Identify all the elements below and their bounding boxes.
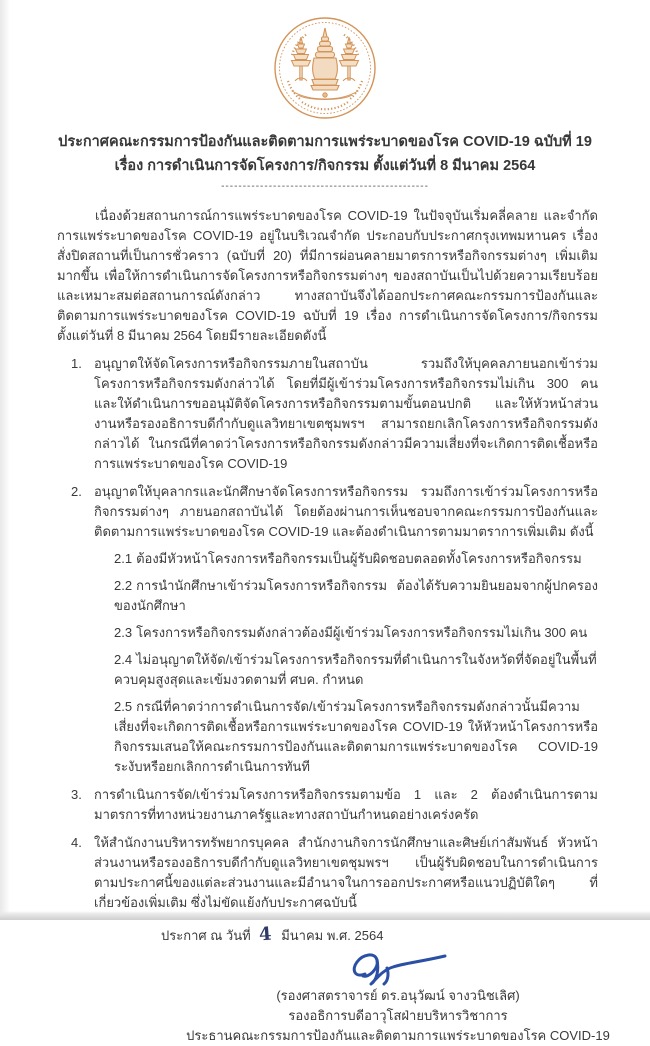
subitem-text: ไม่อนุญาตให้จัด/เข้าร่วมโครงการหรือกิจกรรมที่ดำเนินการในจังหวัดที่จัดอยู่ในพื้นที่ควบคุมสูงสุดและเข้มงวดตามที่ ศบค. กำหนด xyxy=(114,652,597,687)
announcement-title-line1: ประกาศคณะกรรมการป้องกันและติดตามการแพร่ระบาดของโรค COVID-19 ฉบับที่ 19 xyxy=(58,134,592,150)
subitem-number: 2.4 xyxy=(114,652,133,667)
subitem-2-5 xyxy=(114,697,598,777)
subitem-number: 2.3 xyxy=(114,625,133,640)
document-body xyxy=(0,206,650,946)
subitem-number: 2.5 xyxy=(114,699,133,714)
item-number: 1. xyxy=(71,356,82,371)
date-suffix: มีนาคม พ.ศ. 2564 xyxy=(281,928,384,943)
numbered-item-4 xyxy=(57,833,598,913)
institute-seal-icon xyxy=(272,15,378,121)
handwritten-signature-icon xyxy=(343,948,453,988)
intro-paragraph: เนื่องด้วยสถานการณ์การแพร่ระบาดของโรค COVID-19 ในปัจจุบันเริ่มคลี่คลาย และจำกัดการแพร่ระบาดของโรค COVID-19 อยู่ในบริเวณจำกัด ประกอบกับประกาศกรุงเทพมหานคร เรื่อง สั่งปิดสถานที่เป็นการชั่วคราว (ฉบับที่ 20) ที่มีการผ่อนคลายมาตรการหรือกิจกรรมต่างๆ เพิ่มเติมมากขึ้น เพื่อให้การดำเนินการจัดโครงการหรือกิจกรรมต่างๆ ของสถาบันเป็นไปด้วยความเรียบร้อยและเหมาะสมต่อสถานการณ์ดังกล่าว ทางสถาบันจึงได้ออกประกาศคณะกรรมการป้องกันและติดตามการแพร่ระบาดของโรค COVID-19 ฉบับที่ 19 เรื่อง การดำเนินการจัดโครงการ/กิจกรรม ตั้งแต่วันที่ 8 มีนาคม 2564 โดยมีรายละเอียดดังนี้ xyxy=(57,208,598,343)
subitem-2-4 xyxy=(114,650,598,690)
item-number: 4. xyxy=(71,835,82,850)
subitem-2-1 xyxy=(114,549,598,569)
item-text: อนุญาตให้บุคลากรและนักศึกษาจัดโครงการหรือกิจกรรม รวมถึงการเข้าร่วมโครงการหรือกิจกรรมต่างๆ ภายนอกสถาบันได้ โดยต้องผ่านการเห็นชอบจากคณะกรรมการป้องกันและติดตามการแพร่ระบาดของโรค COVID-19 และต้องดำเนินการตามมาตราการเพิ่มเติม ดังนี้ xyxy=(94,484,598,539)
subitem-2-2 xyxy=(114,576,598,616)
title-separator-dashes: ------------------------------------------------ xyxy=(221,181,429,192)
item-text: อนุญาตให้จัดโครงการหรือกิจกรรมภายในสถาบัน รวมถึงให้บุคคลภายนอกเข้าร่วมโครงการหรือกิจกรรมดังกล่าวได้ โดยที่มีผู้เข้าร่วมโครงการหรือกิจกรรมไม่เกิน 300 คน และให้ดำเนินการขออนุมัติจัดโครงการหรือกิจกรรมตามขั้นตอนปกติ และให้หัวหน้าส่วนงานหรือรองอธิการบดีกำกับดูแลวิทยาเขตชุมพรฯ สามารถยกเลิกโครงการหรือกิจกรรมดังกล่าวได้ ในกรณีที่คาดว่าโครงการหรือกิจกรรมดังกล่าวมีความเสี่ยงที่จะเกิดการติดเชื้อหรือการแพร่ระบาดของโรค COVID-19 xyxy=(94,356,598,471)
subitem-text: ต้องมีหัวหน้าโครงการหรือกิจกรรมเป็นผู้รับผิดชอบตลอดทั้งโครงการหรือกิจกรรม xyxy=(136,551,582,566)
subitem-number: 2.1 xyxy=(114,551,133,566)
signature-block xyxy=(178,948,618,1046)
announcement-title-line2: เรื่อง การดำเนินการจัดโครงการ/กิจกรรม ตั้งแต่วันที่ 8 มีนาคม 2564 xyxy=(114,158,536,174)
item-text: การดำเนินการจัด/เข้าร่วมโครงการหรือกิจกรรมตามข้อ 1 และ 2 ต้องดำเนินการตามมาตรการที่ทางหน่วยงานภาครัฐและทางสถาบันกำหนดอย่างเคร่งครัด xyxy=(94,787,598,822)
item-text: ให้สำนักงานบริหารทรัพยากรบุคคล สำนักงานกิจการนักศึกษาและศิษย์เก่าสัมพันธ์ หัวหน้าส่วนงานหรือรองอธิการบดีกำกับดูแลวิทยาเขตชุมพรฯ เป็นผู้รับผิดชอบในการดำเนินการตามประกาศนี้ของแต่ละส่วนงานและมีอำนาจในการออกประกาศหรือแนวปฏิบัติใดๆ ที่เกี่ยวข้องเพิ่มเติม ซึ่งไม่ขัดแย้งกับประกาศฉบับนี้ xyxy=(94,835,598,910)
subitem-text: การนำนักศึกษาเข้าร่วมโครงการหรือกิจกรรม ต้องได้รับความยินยอมจากผู้ปกครองของนักศึกษา xyxy=(114,578,598,613)
handwritten-day: 4 xyxy=(257,923,272,946)
subitem-2-3 xyxy=(114,623,598,643)
subitem-number: 2.2 xyxy=(114,578,133,593)
date-prefix: ประกาศ ณ วันที่ xyxy=(161,928,251,943)
numbered-item-3 xyxy=(57,785,598,825)
issued-date-line xyxy=(57,925,598,946)
signer-name: (รองศาสตราจารย์ ดร.อนุวัฒน์ จางวนิชเลิศ) xyxy=(276,988,520,1003)
signer-position-2: ประธานคณะกรรมการป้องกันและติดตามการแพร่ระบาดของโรค COVID-19 xyxy=(186,1028,610,1043)
item-number: 3. xyxy=(71,787,82,802)
emblem-container xyxy=(0,0,650,121)
subitem-text: กรณีที่คาดว่าการดำเนินการจัด/เข้าร่วมโครงการหรือกิจกรรมดังกล่าวนั้นมีความเสี่ยงที่จะเกิดการติดเชื้อหรือการแพร่ระบาดของโรค COVID-19 ให้หัวหน้าโครงการหรือกิจกรรมเสนอให้คณะกรรมการป้องกันและติดตามการแพร่ระบาดของโรค COVID-19 ระงับหรือยกเลิกการดำเนินการทันที xyxy=(114,699,598,774)
item-number: 2. xyxy=(71,484,82,499)
numbered-item-2 xyxy=(57,482,598,542)
signer-position-1: รองอธิการบดีอาวุโสฝ่ายบริหารวิชาการ xyxy=(288,1008,508,1023)
subitem-text: โครงการหรือกิจกรรมดังกล่าวต้องมีผู้เข้าร่วมโครงการหรือกิจกรรมไม่เกิน 300 คน xyxy=(136,625,588,640)
numbered-item-1 xyxy=(57,354,598,474)
